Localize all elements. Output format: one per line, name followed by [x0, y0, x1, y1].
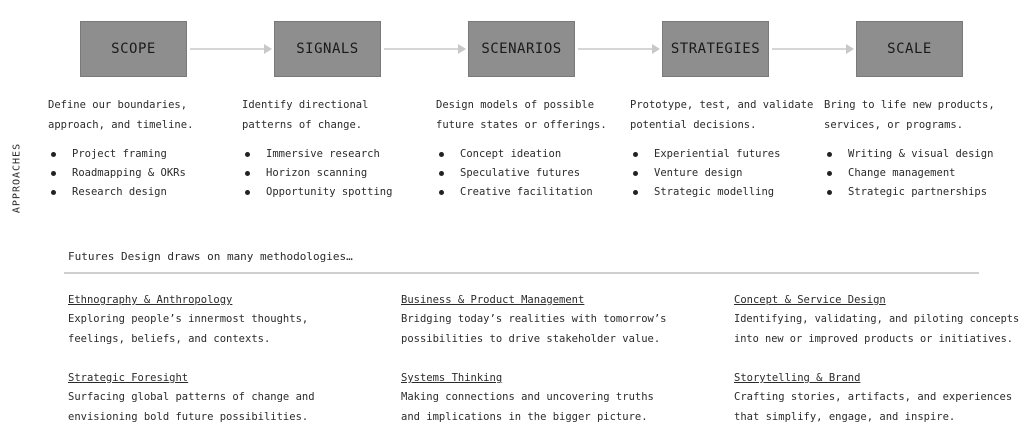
bullet-icon: [439, 152, 444, 157]
bullet-icon: [245, 190, 250, 195]
methodology-description: Exploring people’s innermost thoughts, feelings, beliefs, and contexts.: [68, 313, 309, 345]
methodology-title: Ethnography & Anthropology: [68, 294, 233, 306]
stage-box-signals: SIGNALS: [274, 21, 381, 77]
approach-list: [48, 145, 243, 202]
methodology-title: Systems Thinking: [401, 372, 503, 384]
bullet-icon: [245, 171, 250, 176]
bullet-icon: [245, 152, 250, 157]
bullet-icon: [633, 171, 638, 176]
list-item: Creative facilitation: [436, 183, 631, 202]
list-item: Experiential futures: [630, 145, 825, 164]
methodology-title: Storytelling & Brand: [734, 372, 861, 384]
stage-description: Design models of possible future states or offerings.: [436, 99, 607, 131]
stage-description: Identify directional patterns of change.: [242, 99, 369, 131]
list-item: Roadmapping & OKRs: [48, 164, 243, 183]
divider: [64, 272, 979, 274]
methodology-title: Business & Product Management: [401, 294, 585, 306]
bullet-icon: [439, 171, 444, 176]
methodologies-title: Futures Design draws on many methodologies…: [68, 250, 353, 263]
bullet-icon: [827, 190, 832, 195]
methodology-ethnography: [68, 291, 368, 349]
methodology-business: [401, 291, 701, 349]
methodology-systems-thinking: [401, 369, 701, 427]
stage-column-signals: [242, 96, 437, 202]
bullet-icon: [51, 190, 56, 195]
methodology-description: Identifying, validating, and piloting concepts into new or improved products or initiatives.: [734, 313, 1020, 345]
stage-description: Prototype, test, and validate potential decisions.: [630, 99, 814, 131]
stage-description: Bring to life new products, services, or programs.: [824, 99, 995, 131]
arrow-icon: [384, 43, 466, 55]
list-item: Strategic modelling: [630, 183, 825, 202]
list-item: Horizon scanning: [242, 164, 437, 183]
bullet-icon: [633, 152, 638, 157]
list-item: Concept ideation: [436, 145, 631, 164]
stage-box-scenarios: SCENARIOS: [468, 21, 575, 77]
methodology-storytelling: [734, 369, 1020, 427]
arrow-icon: [190, 43, 272, 55]
list-item: Opportunity spotting: [242, 183, 437, 202]
approach-list: [436, 145, 631, 202]
approaches-label: APPROACHES: [11, 142, 23, 214]
list-item: Change management: [824, 164, 1019, 183]
arrow-icon: [578, 43, 660, 55]
methodology-description: Crafting stories, artifacts, and experiences that simplify, engage, and inspire.: [734, 391, 1013, 423]
list-item: Project framing: [48, 145, 243, 164]
bullet-icon: [51, 152, 56, 157]
bullet-icon: [633, 190, 638, 195]
list-item: Speculative futures: [436, 164, 631, 183]
approach-list: [630, 145, 825, 202]
list-item: Immersive research: [242, 145, 437, 164]
methodology-description: Bridging today’s realities with tomorrow’s possibilities to drive stakeholder value.: [401, 313, 667, 345]
arrow-icon: [772, 43, 854, 55]
list-item: Writing & visual design: [824, 145, 1019, 164]
methodology-description: Making connections and uncovering truths and implications in the bigger picture.: [401, 391, 654, 423]
stage-column-scenarios: [436, 96, 631, 202]
methodology-strategic-foresight: [68, 369, 368, 427]
stage-box-strategies: STRATEGIES: [662, 21, 769, 77]
bullet-icon: [827, 152, 832, 157]
bullet-icon: [827, 171, 832, 176]
methodology-description: Surfacing global patterns of change and envisioning bold future possibilities.: [68, 391, 315, 423]
list-item: Strategic partnerships: [824, 183, 1019, 202]
stage-column-scale: [824, 96, 1019, 202]
methodology-concept-service: [734, 291, 1020, 349]
stage-column-strategies: [630, 96, 825, 202]
stage-description: Define our boundaries, approach, and timeline.: [48, 99, 194, 131]
methodology-title: Strategic Foresight: [68, 372, 189, 384]
stage-box-scope: SCOPE: [80, 21, 187, 77]
stage-column-scope: [48, 96, 243, 202]
list-item: Research design: [48, 183, 243, 202]
bullet-icon: [51, 171, 56, 176]
list-item: Venture design: [630, 164, 825, 183]
approach-list: [824, 145, 1019, 202]
bullet-icon: [439, 190, 444, 195]
approach-list: [242, 145, 437, 202]
methodology-title: Concept & Service Design: [734, 294, 886, 306]
stage-box-scale: SCALE: [856, 21, 963, 77]
